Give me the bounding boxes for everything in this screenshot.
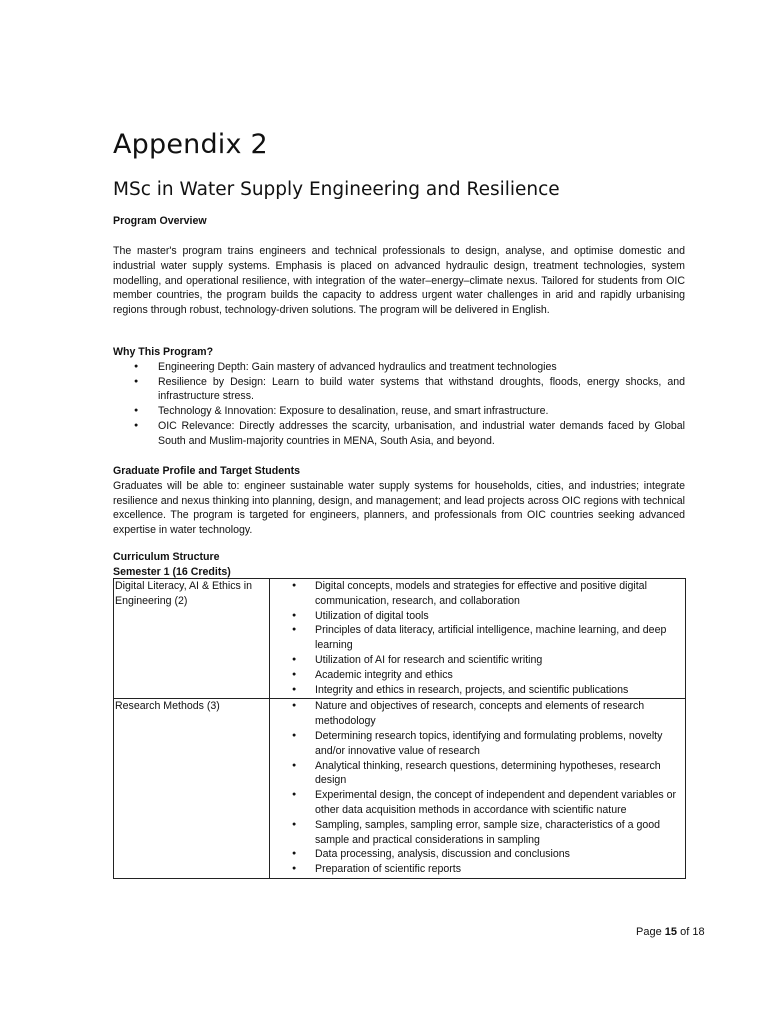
graduate-section <box>113 464 685 538</box>
page-label: Page <box>636 926 662 938</box>
page-number: 15 <box>664 926 678 938</box>
list-item: ● Principles of data literacy, artificial intelligence, machine learning, and deep learning <box>271 623 683 653</box>
course-name: Digital Literacy, AI & Ethics in Engineering (2) <box>114 579 270 699</box>
graduate-heading: Graduate Profile and Target Students <box>113 465 300 477</box>
why-section <box>113 345 685 449</box>
curriculum-section <box>113 550 685 580</box>
list-item: ● Sampling, samples, sampling error, sample size, characteristics of a good sample and practical considerations in sampling <box>271 818 683 848</box>
list-item: ● Experimental design, the concept of independent and dependent variables or other data acquisition methods in accordance with scientific nature <box>271 788 683 818</box>
course-name: Research Methods (3) <box>114 699 270 879</box>
list-item: ● Academic integrity and ethics <box>271 668 683 683</box>
table-row <box>114 579 686 699</box>
overview-section <box>113 214 685 229</box>
overview-heading: Program Overview <box>113 215 207 227</box>
list-item: ● Nature and objectives of research, concepts and elements of research methodology <box>271 699 683 729</box>
list-item: ● Integrity and ethics in research, projects, and scientific publications <box>271 683 683 698</box>
page-footer <box>636 925 705 939</box>
program-title: MSc in Water Supply Engineering and Resilience <box>113 179 560 200</box>
list-item: ● Technology & Innovation: Exposure to desalination, reuse, and smart infrastructure. <box>113 404 685 419</box>
table-row <box>114 699 686 879</box>
list-item: ● OIC Relevance: Directly addresses the scarcity, urbanisation, and industrial water demands faced by Global South and Muslim-majority countries in MENA, South Asia, and beyond. <box>113 419 685 449</box>
semester-heading: Semester 1 (16 Credits) <box>113 565 231 578</box>
list-item: ● Digital concepts, models and strategies for effective and positive digital communication, research, and collaboration <box>271 579 683 609</box>
curriculum-table <box>113 578 686 879</box>
list-item: ● Resilience by Design: Learn to build water systems that withstand droughts, floods, energy shocks, and infrastructure stress. <box>113 375 685 405</box>
why-list <box>113 360 685 449</box>
list-item: ● Determining research topics, identifying and formulating problems, novelty and/or innovative value of research <box>271 729 683 759</box>
total-pages: 18 <box>692 926 705 938</box>
why-heading: Why This Program? <box>113 346 214 358</box>
graduate-text: Graduates will be able to: engineer sustainable water supply systems for households, cities, and industries; integrate resilience and nexus thinking into planning, design, and management; and lead projects across OIC regions with technical excellence. The program is targeted for engineers, planners, and professionals from OIC countries seeking advanced expertise in water technology. <box>113 479 685 537</box>
of-label: of <box>680 926 690 938</box>
list-item: ● Utilization of AI for research and scientific writing <box>271 653 683 668</box>
overview-text: The master's program trains engineers and technical professionals to design, analyse, and optimise domestic and industrial water supply systems. Emphasis is placed on advanced hydraulic design, treatment technologies, system modelling, and operational resilience, with integration of the water–energy–climate nexus. Tailored for students from OIC member countries, the program builds the capacity to address urgent water challenges in arid and rapidly urbanising regions through robust, technology-driven solutions. The program will be delivered in English. <box>113 245 685 317</box>
course-topics <box>270 579 686 699</box>
list-item: ● Analytical thinking, research questions, determining hypotheses, research design <box>271 759 683 789</box>
list-item: ● Engineering Depth: Gain mastery of advanced hydraulics and treatment technologies <box>113 360 685 375</box>
course-topics <box>270 699 686 879</box>
curriculum-heading: Curriculum Structure <box>113 551 220 563</box>
list-item: ● Preparation of scientific reports <box>271 862 683 877</box>
appendix-title: Appendix 2 <box>113 129 268 160</box>
list-item: ● Utilization of digital tools <box>271 609 683 624</box>
list-item: ● Data processing, analysis, discussion and conclusions <box>271 847 683 862</box>
